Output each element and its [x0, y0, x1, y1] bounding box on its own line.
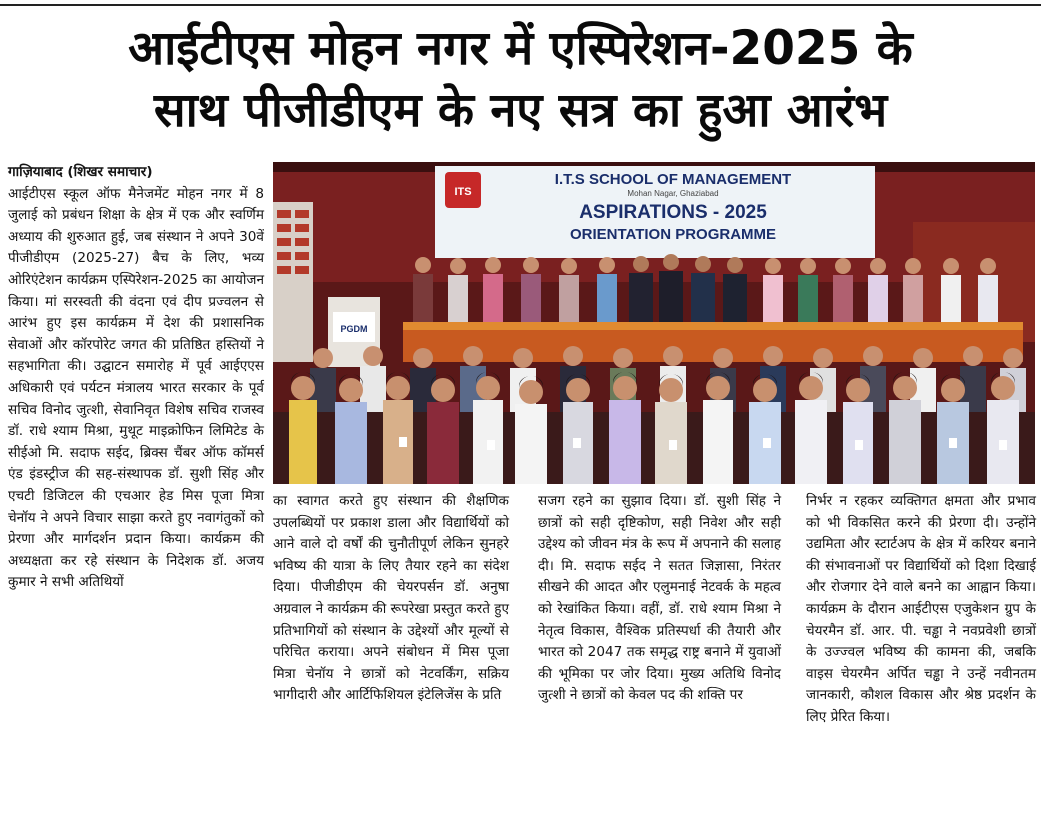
news-photo	[273, 162, 1035, 484]
photo-illustration	[273, 162, 1035, 484]
article-column-2	[273, 491, 509, 707]
column-3-text: सजग रहने का सुझाव दिया। डॉ. सुशी सिंह ने छात्रों को सही दृष्टिकोण, सही निवेश और सही उद्देश्य को जीवन मंत्र के रूप में अपनाने की सलाह दी। मि. सदाफ सईद ने सतत जिज्ञासा, निरंतर सीखने की आदत और एलुमनाई नेटवर्क के महत्व को रेखांकित किया। वहीं, डॉ. राधे श्याम मिश्रा ने नेतृत्व विकास, वैश्विक प्रतिस्पर्धा की तैयारी और भारत को 2047 तक समृद्ध राष्ट्र बनाने में युवाओं की भूमिका पर जोर दिया। मुख्य अतिथि विनोद जुत्शी ने छात्रों को केवल पद की शक्ति पर	[538, 493, 781, 704]
banner-title: ASPIRATIONS - 2025	[579, 202, 767, 223]
banner-subtitle: ORIENTATION PROGRAMME	[569, 226, 777, 243]
banner-org: I.T.S SCHOOL OF MANAGEMENT	[554, 171, 792, 188]
top-rule	[0, 4, 1041, 6]
column-1-text: आईटीएस स्कूल ऑफ मैनेजमेंट मोहन नगर में 8 जुलाई को प्रबंधन शिक्षा के क्षेत्र में एक और स्वर्णिम अध्याय की शुरुआत हुई, जब संस्थान ने अपने 30वें पीजीडीएम (2025-27) बैच के लिए, भव्य ओरिएंटेशन कार्यक्रम एस्पिरेशन-2025 का आयोजन किया। मां सरस्वती की वंदना एवं दीप प्रज्वलन से आरंभ हुए इस कार्यक्रम में देश की प्रशासनिक सेवाओं और कॉरपोरेट जगत की प्रतिष्ठित हस्तियों ने सहभागिता की। उद्घाटन समारोह में पूर्व आईएएस अधिकारी एवं पर्यटन मंत्रालय भारत सरकार के पूर्व सचिव विनोद जुत्शी, सेवानिवृत विशेष सचिव राजस्व डॉ. राधे श्याम मिश्रा, मुथूट माइक्रोफिन लिमिटेड के सीईओ मि. सदाफ सईद, ब्रिक्स चैंबर ऑफ कॉमर्स एंड इंडस्ट्रीज की सह-संस्थापक डॉ. सुशी सिंह और एचटी डिजिटल की एचआर हेड मिस पूजा मित्रा चेनॉय ने अपने विचार साझा करते हुए नवागंतुकों को प्रेरणा और मार्गदर्शन प्रदान किया। कार्यक्रम की अध्यक्षता कर रहे संस्थान के निदेशक डॉ. अजय कुमार ने सभी अतिथियों	[8, 185, 264, 591]
article-column-1	[8, 162, 264, 594]
dateline: गाज़ियाबाद (शिखर समाचार)	[8, 164, 153, 180]
article-column-3	[538, 491, 781, 707]
podium-text: PGDM	[340, 324, 368, 334]
logo-text: ITS	[454, 186, 472, 198]
article-column-4	[806, 491, 1036, 729]
headline-line-1: आईटीएस मोहन नगर में एस्पिरेशन-2025 के	[128, 21, 913, 76]
headline-line-2: साथ पीजीडीएम के नए सत्र का हुआ आरंभ	[153, 83, 888, 138]
headline	[0, 18, 1041, 142]
banner-location: Mohan Nagar, Ghaziabad	[627, 189, 719, 198]
column-4-text: निर्भर न रहकर व्यक्तिगत क्षमता और प्रभाव को भी विकसित करने की प्रेरणा दी। उन्होंने उद्यमिता और स्टार्टअप के क्षेत्र में करियर बनाने की संभावनाओं पर विद्यार्थियों को दिशा दिखाई और रोजगार देने वाले बनने का आह्वान किया। कार्यक्रम के दौरान आईटीएस एजुकेशन ग्रुप के चेयरमैन डॉ. आर. पी. चड्ढा ने नवप्रवेशी छात्रों के उज्ज्वल भविष्य की कामना की, जबकि वाइस चेयरमैन अर्पित चड्ढा ने उन्हें नवीनतम जानकारी, कौशल विकास और श्रेष्ठ प्रदर्शन के लिए प्रेरित किया।	[806, 493, 1036, 725]
column-2-text: का स्वागत करते हुए संस्थान की शैक्षणिक उपलब्धियों पर प्रकाश डाला और विद्यार्थियों को आने वाले दो वर्षों की चुनौतीपूर्ण लेकिन सुनहरे भविष्य की यात्रा के लिए तैयार रहने का संदेश दिया। पीजीडीएम की चेयरपर्सन डॉ. अनुषा अग्रवाल ने कार्यक्रम की रूपरेखा प्रस्तुत करते हुए प्रतिभागियों को संस्थान के उद्देश्यों और मूल्यों से परिचित कराया। अपने संबोधन में मिस पूजा मित्रा चेनॉय ने छात्रों को नेटवर्किंग, सक्रिय भागीदारी और आर्टिफिशियल इंटेलिजेंस के प्रति	[273, 493, 510, 704]
